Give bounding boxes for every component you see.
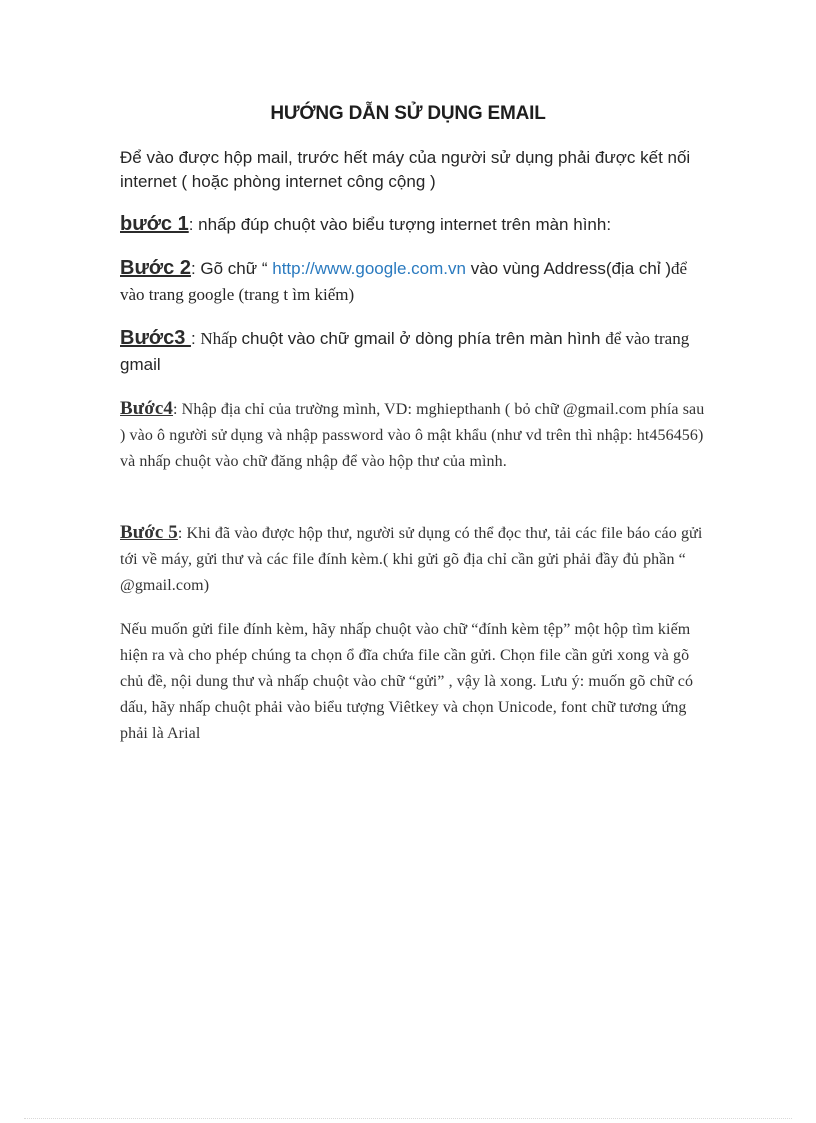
step-5-text: : Khi đã vào được hộp thư, người sử dụng có thể đọc thư, tải các file báo cáo gửi tới về máy, gửi thư và các file đính kèm.( khi gửi gõ địa chỉ cần gửi phải đầy đủ phần “ @gmail.com) (120, 525, 703, 594)
step-4-text: : Nhập địa chỉ của trường mình, VD: mghiepthanh ( bỏ chữ @gmail.com phía sau ) vào ô người sử dụng và nhập password vào ô mật khẩu (như vd trên thì nhập: ht456456) và nhấp chuột vào chữ đăng nhập để vào hộp thư của mình. (120, 401, 705, 470)
google-url-link[interactable]: http://www.google.com.vn (272, 259, 466, 278)
intro-paragraph: Để vào được hộp mail, trước hết máy của người sử dụng phải được kết nối internet ( hoặc phòng internet công cộng ) (120, 148, 691, 191)
step-3-colon: : (190, 329, 201, 348)
page-bottom-divider (24, 1118, 792, 1119)
step-4-paragraph (120, 396, 710, 475)
step-3-sans-1: chuột vào chữ gmail ở dòng phía trên màn hình (241, 329, 606, 348)
step-2-paragraph (120, 255, 710, 308)
step-5-paragraph (120, 520, 710, 599)
step-2-text-before: : Gõ chữ “ (190, 259, 273, 278)
step-5-label: Bước 5 (120, 522, 178, 543)
document-title: HƯỚNG DẪN SỬ DỤNG EMAIL (270, 103, 546, 124)
step-1-paragraph (120, 210, 710, 239)
attachment-note-paragraph: Nếu muốn gửi file đính kèm, hãy nhấp chuột vào chữ “đính kèm tệp” một hộp tìm kiếm hiện ra và cho phép chúng ta chọn ổ đĩa chứa file cần gửi. Chọn file cần gửi xong và gõ chủ đề, nội dung thư và nhấp chuột vào chữ “gửi” , vậy là xong. Lưu ý: muốn gõ chữ có dấu, hãy nhấp chuột phải vào biểu tượng Viêtkey và chọn Unicode, font chữ tương ứng phải là Arial (120, 621, 694, 742)
step-1-label: bước 1 (120, 213, 189, 235)
step-4-label: Bước4 (120, 398, 174, 419)
step-1-text: : nhấp đúp chuột vào biểu tượng internet trên màn hình: (188, 215, 612, 234)
step-3-serif-1: Nhấp (200, 329, 242, 348)
step-2-label: Bước 2 (120, 257, 191, 279)
step-3-paragraph (120, 325, 710, 378)
step-3-sans-2: gmail (120, 355, 161, 374)
step-2-text-after: vào vùng Address(địa chỉ ) (465, 259, 672, 278)
step-2-text-serif: để vào trang google (trang t ìm kiếm) (120, 259, 688, 304)
step-3-serif-2: để vào trang (605, 329, 690, 348)
step-3-label: Bước3 (120, 327, 191, 349)
